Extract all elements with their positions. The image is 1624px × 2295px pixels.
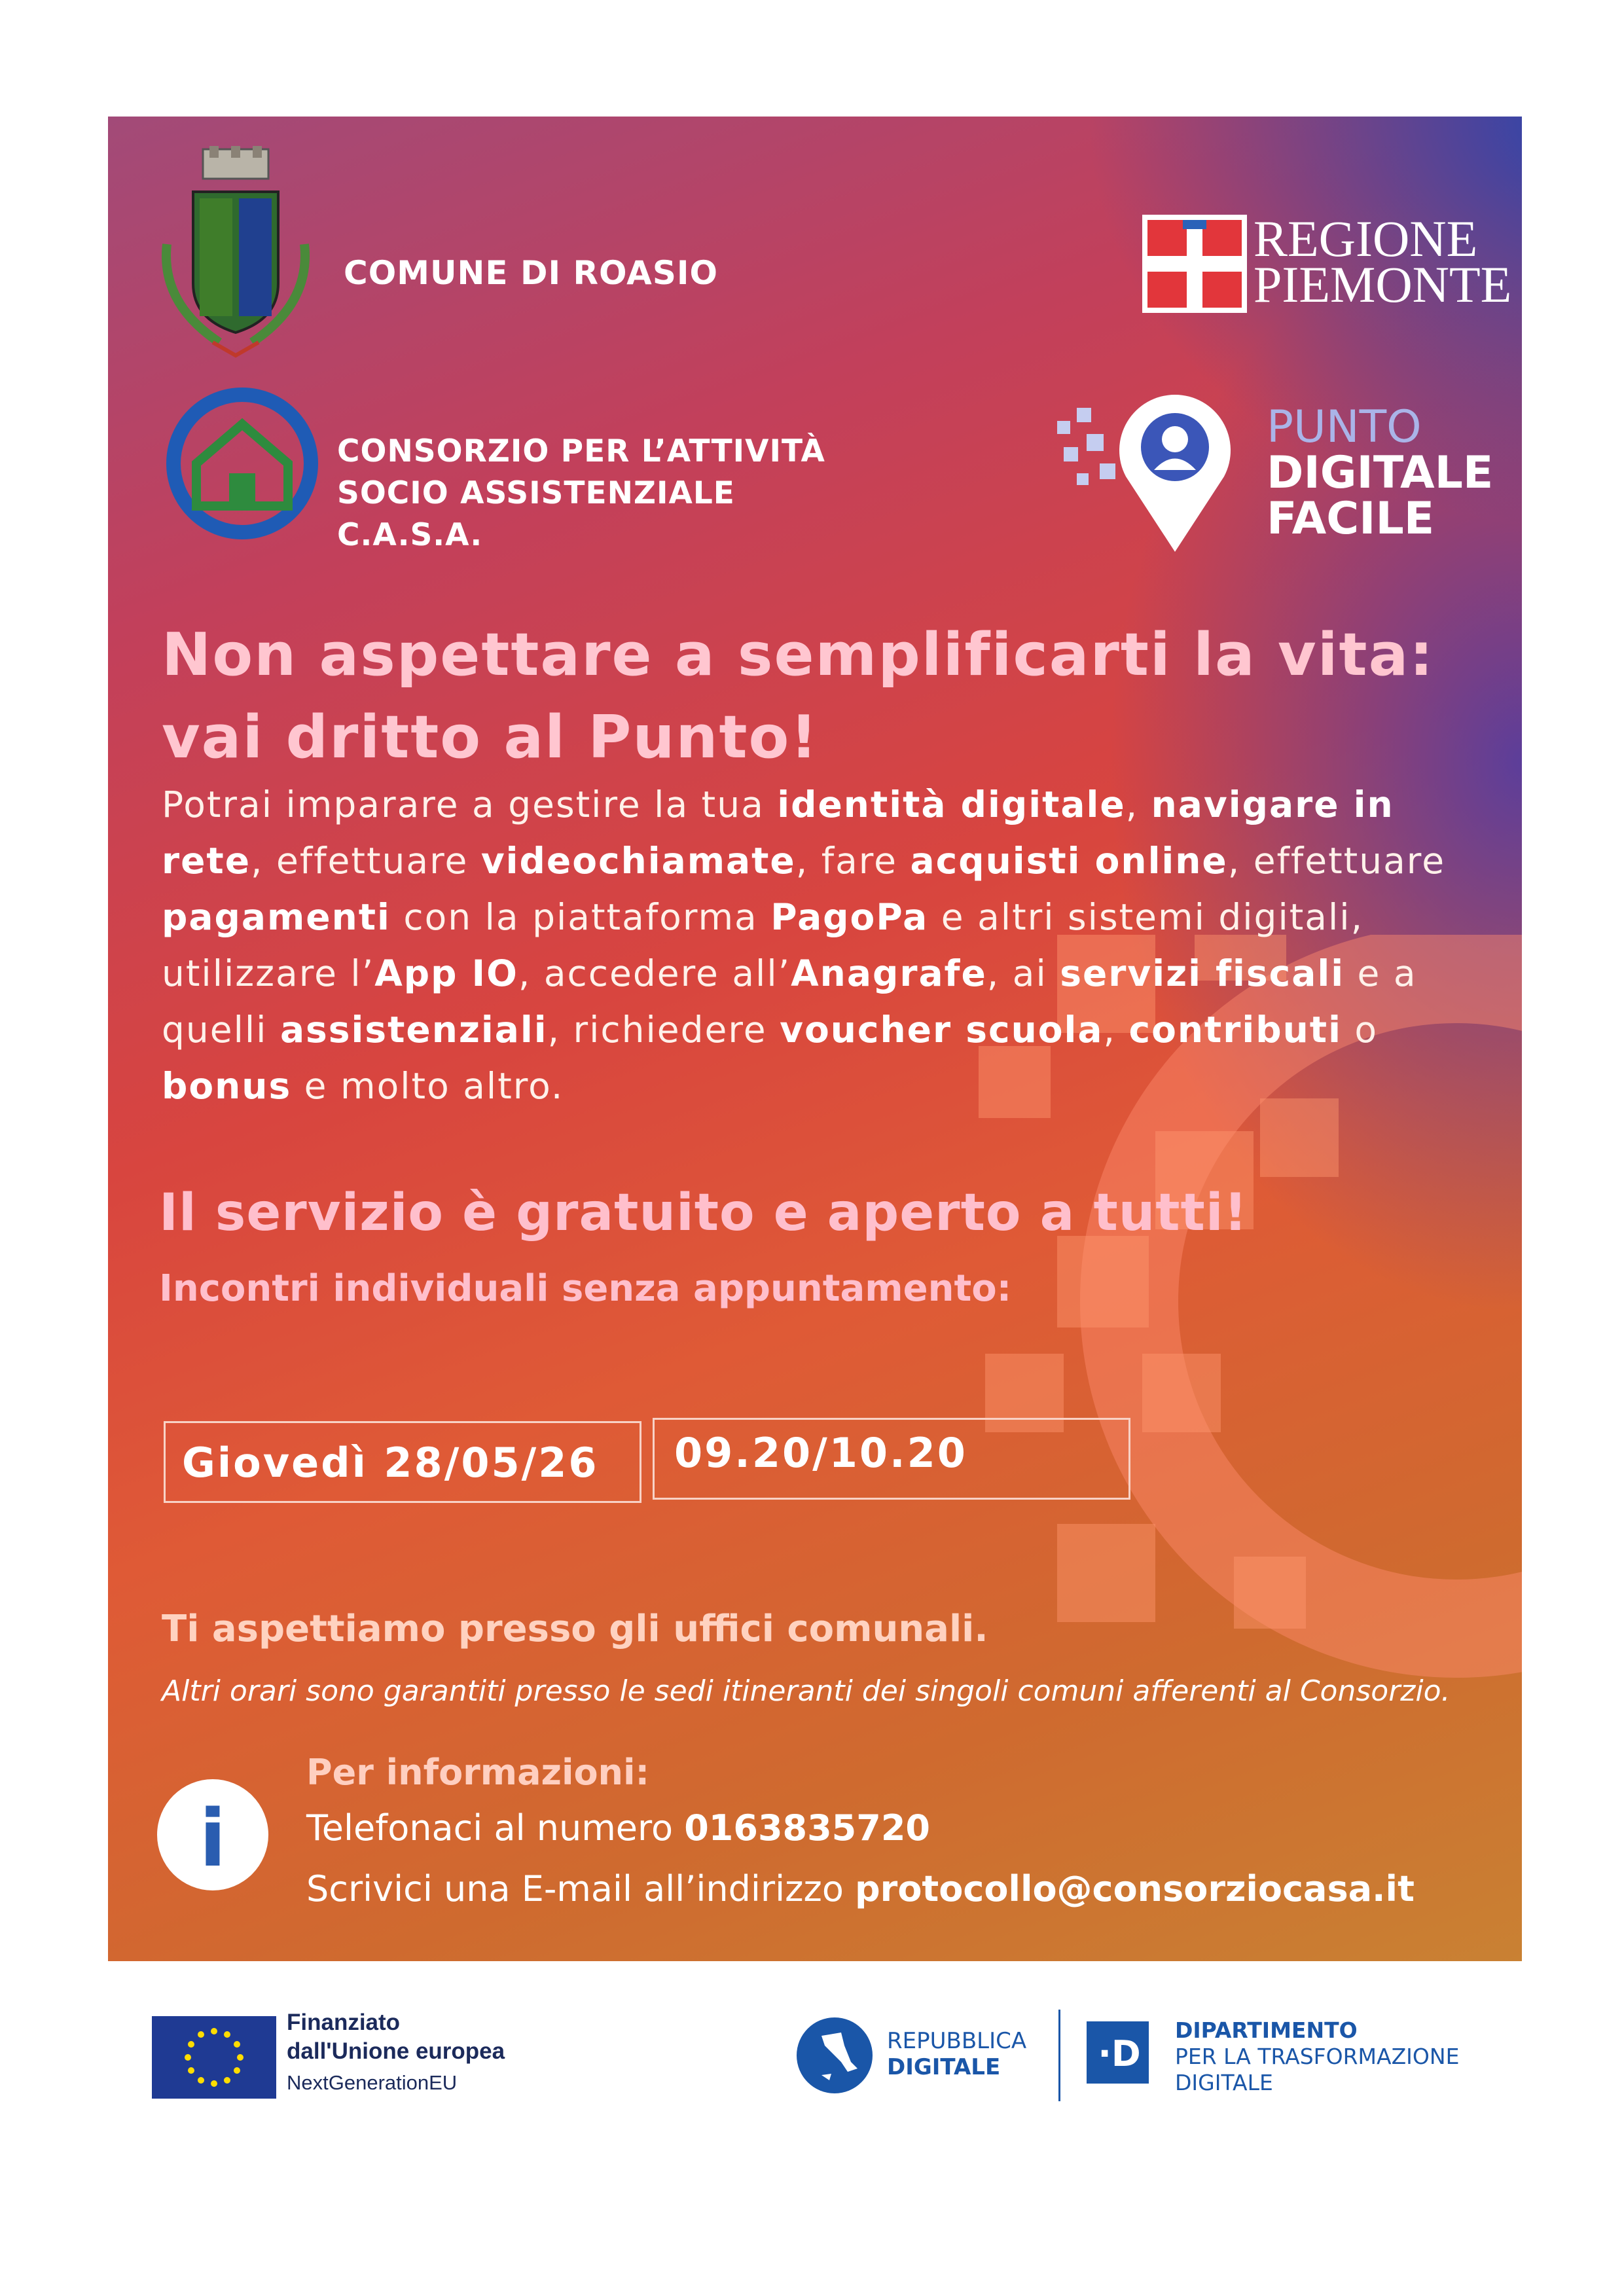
body-bold-app-io: App IO [374,952,518,994]
phone-label: Telefonaci al numero [306,1807,685,1849]
body-text-3: , effettuare [251,840,481,882]
comune-coat-of-arms-icon [154,146,317,362]
body-text-10: e a quelli [162,952,1417,1051]
info-icon-letter: i [199,1794,226,1885]
schedule-time: 09.20/10.20 [674,1429,967,1477]
dtd-letter: ·D [1098,2033,1141,2074]
headline-line2: vai dritto al Punto! [162,703,819,772]
body-bold-contributi: contributi [1128,1009,1342,1051]
body-text-4: , fare [795,840,911,882]
body-text-9: , ai [986,952,1060,994]
dtd-line3: DIGITALE [1175,2070,1273,2095]
body-text-11: , richiedere [547,1009,780,1051]
rd-line1: REPUBBLICA [887,2028,1027,2054]
schedule-time-box [653,1418,1130,1500]
consorzio-line1: CONSORZIO PER L’ATTIVITÀ [337,433,825,469]
body-bold-voucher: voucher scuola [780,1009,1104,1051]
headline-line1: Non aspettare a semplificarti la vita: [162,621,1435,689]
footer-divider [1058,2010,1060,2101]
regione-name [1254,210,1512,313]
services-description [162,776,1497,1114]
body-bold-pagopa: PagoPa [770,896,929,938]
consorzio-line3: C.A.S.A. [337,517,483,553]
service-free-line: Il servizio è gratuito e aperto a tutti! [159,1184,1248,1242]
schedule-date: Giovedì 28/05/26 [182,1439,599,1487]
repubblica-digitale-text [887,2028,1026,2080]
eu-funding-text [287,2008,505,2100]
repubblica-digitale-italy-icon [795,2016,874,2095]
eu-line2: dall'Unione europea [287,2038,505,2064]
phone-line [306,1807,930,1849]
body-bold-anagrafe: Anagrafe [791,952,987,994]
eu-flag-icon [152,2016,276,2099]
regione-piemonte-logo-icon [1142,215,1247,313]
body-text-5: , effettuare [1227,840,1446,882]
other-hours-line: Altri orari sono garantiti presso le sedi itineranti dei singoli comuni afferenti al Consorzio. [162,1674,1451,1708]
email-line [306,1868,1415,1909]
body-bold-bonus: bonus [162,1065,292,1107]
pdf-line2: DIGITALE [1267,447,1494,499]
body-bold-videochiamate: videochiamate [480,840,796,882]
consorzio-line2: SOCIO ASSISTENZIALE [337,475,735,511]
headline [162,614,1471,779]
consorzio-name [337,431,825,556]
pdf-line3: FACILE [1267,493,1435,545]
body-text-7: e altri sistemi digitali, utilizzare l’ [162,896,1364,994]
dipartimento-text [1175,2017,1459,2096]
body-bold-pagamenti: pagamenti [162,896,391,938]
body-bold-identita: identità digitale [777,784,1126,825]
body-bold-servizi-fiscali: servizi fiscali [1060,952,1345,994]
comune-name: COMUNE DI ROASIO [344,254,718,292]
body-bold-navigare: navigare in rete [162,784,1394,882]
body-text-1: Potrai imparare a gestire la tua [162,784,778,825]
body-text-8: , accedere all’ [518,952,791,994]
info-title: Per informazioni: [306,1752,650,1793]
regione-line1: REGIONE [1254,210,1478,267]
body-text-6: con la piattaforma [390,896,771,938]
dipartimento-d-icon [1087,2021,1149,2084]
rd-line2: DIGITALE [887,2054,1001,2080]
consorzio-casa-logo-icon [160,382,324,545]
punto-digitale-facile-pin-icon [1051,382,1247,565]
body-text-13: o [1341,1009,1379,1051]
service-appointment-line: Incontri individuali senza appuntamento: [159,1267,1012,1310]
body-bold-acquisti: acquisti online [910,840,1228,882]
body-text-12: , [1103,1009,1129,1051]
punto-digitale-facile-text [1267,401,1494,545]
phone-number: 0163835720 [684,1807,930,1849]
body-text-2: , [1125,784,1151,825]
info-icon [157,1779,268,1890]
schedule-date-box [164,1421,641,1503]
regione-line2: PIEMONTE [1254,256,1512,313]
email-label: Scrivici una E-mail all’indirizzo [306,1868,856,1909]
dtd-line1: DIPARTIMENTO [1175,2017,1358,2043]
pdf-line1: PUNTO [1267,401,1422,453]
dtd-line2: PER LA TRASFORMAZIONE [1175,2044,1460,2069]
body-text-14: e molto altro. [291,1065,564,1107]
body-bold-assistenziali: assistenziali [280,1009,548,1051]
email-address: protocollo@consorziocasa.it [855,1868,1415,1909]
wait-line: Ti aspettiamo presso gli uffici comunali. [162,1608,988,1650]
eu-line1: Finanziato [287,2010,401,2035]
eu-line3: NextGenerationEU [287,2071,458,2094]
poster [108,117,1522,1961]
